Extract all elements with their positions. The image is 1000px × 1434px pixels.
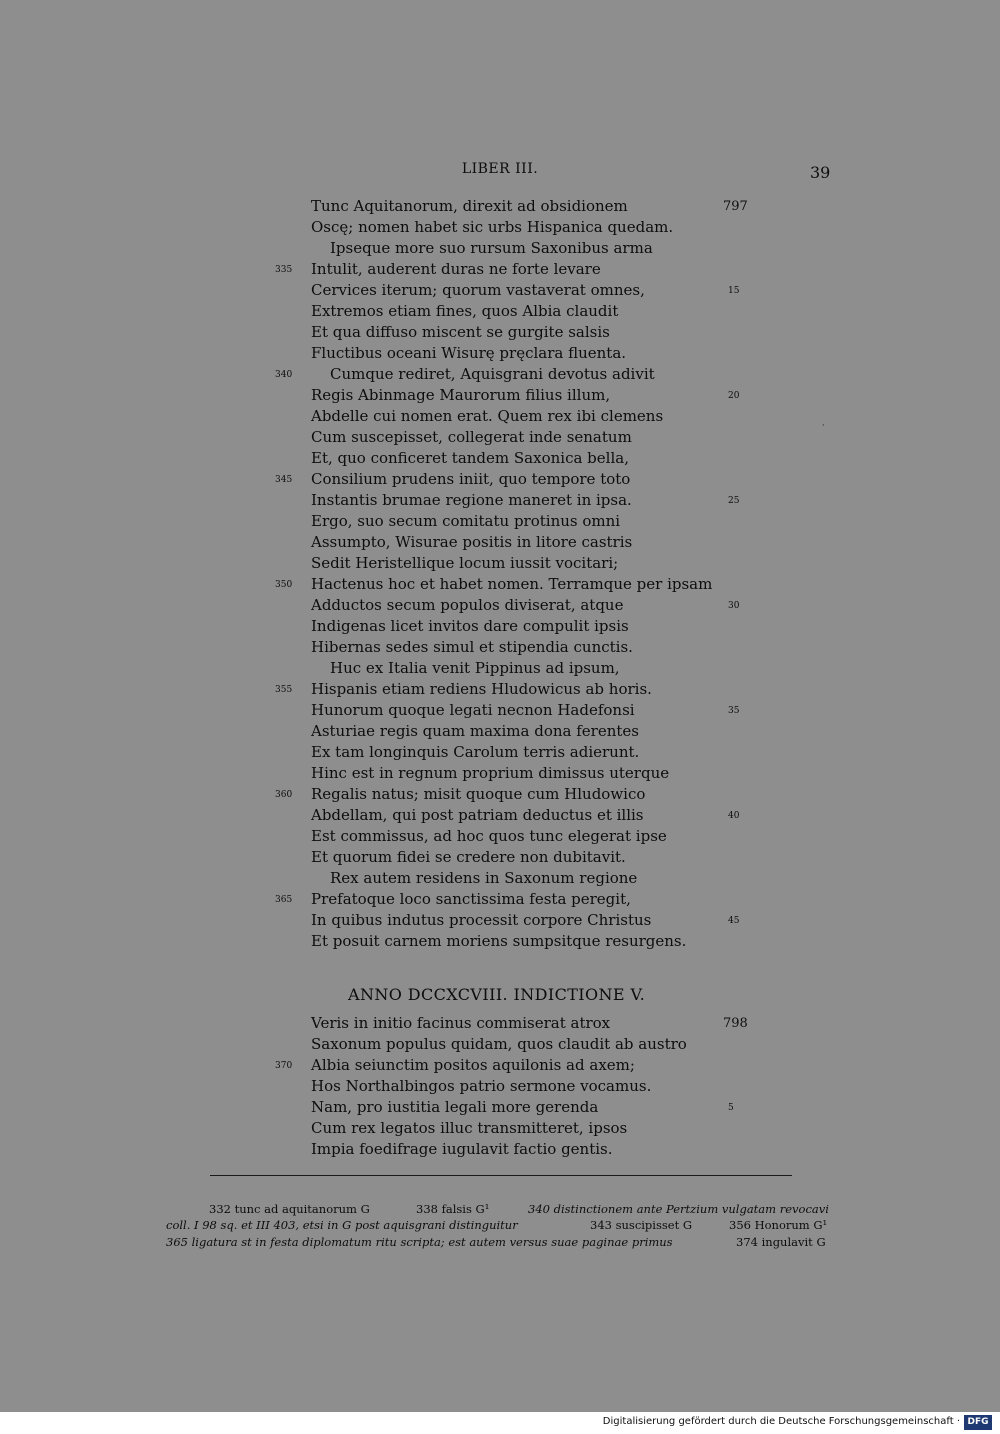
verse-line: Impia foedifrage iugulavit factio gentis.: [311, 1140, 613, 1158]
chronicle-line-number: 45: [728, 916, 740, 926]
verse-line: Consilium prudens iniit, quo tempore toto: [311, 470, 631, 488]
chronicle-line-number: 25: [728, 496, 740, 506]
verse-line: Ipseque more suo rursum Saxonibus arma: [330, 239, 653, 257]
verse-line-number: 355: [275, 685, 293, 695]
chronicle-line-number: 797: [723, 199, 748, 214]
funding-notice: Digitalisierung gefördert durch die Deutsche Forschungsgemeinschaft ·: [602, 1416, 960, 1427]
verse-line: Regalis natus; misit quoque cum Hludowico: [311, 785, 646, 803]
running-title: LIBER III.: [461, 161, 539, 177]
verse-line: Rex autem residens in Saxonum regione: [330, 869, 638, 887]
footnote: coll. I 98 sq. et III 403, etsi in G post aquisgrani distinguitur: [166, 1218, 518, 1232]
verse-line: Cervices iterum; quorum vastaverat omnes,: [311, 281, 645, 299]
verse-line: Tunc Aquitanorum, direxit ad obsidionem: [311, 197, 628, 215]
footnote: 343 suscipisset G: [590, 1218, 693, 1232]
verse-line: Hactenus hoc et habet nomen. Terramque per ipsam: [311, 575, 713, 593]
chronicle-line-number: 798: [723, 1016, 748, 1031]
verse-line: Adductos secum populos diviserat, atque: [311, 596, 624, 614]
footnote: 374 ingulavit G: [736, 1235, 826, 1249]
verse-line: Instantis brumae regione maneret in ipsa.: [311, 491, 632, 509]
chronicle-line-number: 15: [728, 286, 740, 296]
verse-line: Est commissus, ad hoc quos tunc elegerat ipse: [311, 827, 667, 845]
verse-line: Ex tam longinquis Carolum terris adierunt.: [311, 743, 640, 761]
chronicle-line-number: 20: [728, 391, 740, 401]
verse-line: Cum rex legatos illuc transmitteret, ipsos: [311, 1119, 628, 1137]
verse-line: Prefatoque loco sanctissima festa peregit,: [311, 890, 631, 908]
footnote: 338 falsis G¹: [416, 1202, 490, 1216]
verse-line: Abdelle cui nomen erat. Quem rex ibi clemens: [311, 407, 664, 425]
chronicle-line-number: 40: [728, 811, 740, 821]
verse-line: Fluctibus oceani Wisurę pręclara fluenta.: [311, 344, 627, 362]
digitization-footer: [0, 1412, 1000, 1434]
footnote: 356 Honorum G¹: [729, 1218, 828, 1232]
verse-line: Veris in initio facinus commiserat atrox: [311, 1014, 611, 1032]
chronicle-line-number: 35: [728, 706, 740, 716]
verse-line-number: 340: [275, 370, 293, 380]
footnote: 340 distinctionem ante Pertzium vulgatam revocavi: [528, 1202, 829, 1216]
verse-line-number: 350: [275, 580, 293, 590]
verse-line: Cumque rediret, Aquisgrani devotus adivit: [330, 365, 655, 383]
footnote: 365 ligatura st in festa diplomatum ritu scripta; est autem versus suae paginae primus: [166, 1235, 673, 1249]
verse-line: Intulit, auderent duras ne forte levare: [311, 260, 601, 278]
verse-line: Nam, pro iustitia legali more gerenda: [311, 1098, 599, 1116]
verse-line: Hos Northalbingos patrio sermone vocamus.: [311, 1077, 652, 1095]
verse-line-number: 370: [275, 1061, 293, 1071]
chronicle-line-number: 5: [728, 1103, 734, 1113]
verse-line-number: 345: [275, 475, 293, 485]
verse-line: Cum suscepisset, collegerat inde senatum: [311, 428, 632, 446]
verse-line: Indigenas licet invitos dare compulit ipsis: [311, 617, 629, 635]
footnote: 332 tunc ad aquitanorum G: [209, 1202, 370, 1216]
page-number: 39: [810, 163, 831, 182]
dfg-logo: DFG: [964, 1415, 992, 1430]
verse-line: In quibus indutus processit corpore Christus: [311, 911, 652, 929]
verse-line: Hunorum quoque legati necnon Hadefonsi: [311, 701, 635, 719]
verse-line: Abdellam, qui post patriam deductus et illis: [311, 806, 644, 824]
verse-line: Hispanis etiam rediens Hludowicus ab horis.: [311, 680, 652, 698]
verse-line: Ergo, suo secum comitatu protinus omni: [311, 512, 621, 530]
verse-line: Oscę; nomen habet sic urbs Hispanica quedam.: [311, 218, 674, 236]
verse-line: Asturiae regis quam maxima dona ferentes: [311, 722, 639, 740]
verse-line: Extremos etiam fines, quos Albia claudit: [311, 302, 619, 320]
chronicle-line-number: 30: [728, 601, 740, 611]
verse-line: Et posuit carnem moriens sumpsitque resurgens.: [311, 932, 687, 950]
verse-line: Regis Abinmage Maurorum filius illum,: [311, 386, 611, 404]
verse-line: Hinc est in regnum proprium dimissus uterque: [311, 764, 670, 782]
footnote-rule: [210, 1175, 792, 1176]
verse-line: Huc ex Italia venit Pippinus ad ipsum,: [330, 659, 620, 677]
verse-line-number: 335: [275, 265, 293, 275]
verse-line: Et quorum fidei se credere non dubitavit.: [311, 848, 626, 866]
verse-line-number: 365: [275, 895, 293, 905]
verse-line: Assumpto, Wisurae positis in litore castris: [311, 533, 633, 551]
verse-line-number: 360: [275, 790, 293, 800]
verse-line: Et, quo conficeret tandem Saxonica bella,: [311, 449, 629, 467]
verse-line: Hibernas sedes simul et stipendia cunctis.: [311, 638, 633, 656]
margin-mark: ·: [822, 421, 825, 430]
verse-line: Saxonum populus quidam, quos claudit ab austro: [311, 1035, 687, 1053]
verse-line: Sedit Heristellique locum iussit vocitari;: [311, 554, 619, 572]
verse-line: Albia seiunctim positos aquilonis ad axem;: [311, 1056, 635, 1074]
section-heading: ANNO DCCXCVIII. INDICTIONE V.: [348, 985, 646, 1004]
verse-line: Et qua diffuso miscent se gurgite salsis: [311, 323, 610, 341]
